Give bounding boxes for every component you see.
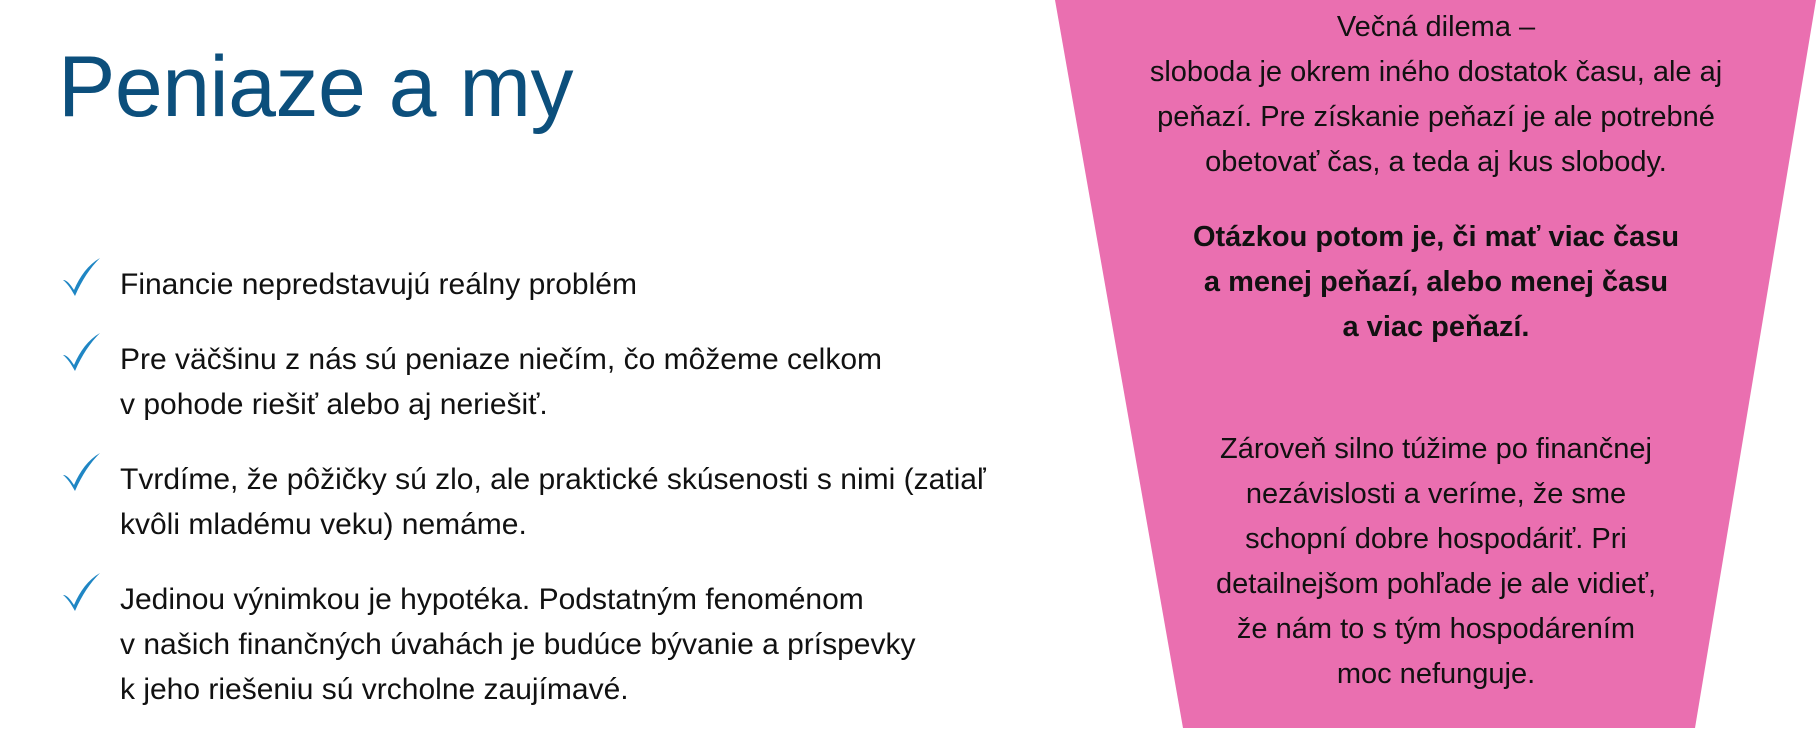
conclusion-text: Zároveň silno túžime po finančnej nezávislosti a veríme, že sme schopní dobre hospodáriť. Pri detailnejšom pohľade je ale vidieť, že nám to s tým hospodárením moc nefunguje.: [1215, 433, 1657, 690]
check-icon: [60, 256, 102, 298]
list-item: [60, 457, 1100, 547]
bullet-text: Tvrdíme, že pôžičky sú zlo, ale praktické skúsenosti s nimi (zatiaľ kvôli mladému veku) nemáme.: [120, 463, 986, 541]
dilemma-text: Večná dilema – sloboda je okrem iného dostatok času, ale aj peňazí. Pre získanie peňazí je ale potrebné obetovať čas, a teda aj kus slobody.: [1149, 11, 1723, 178]
check-icon: [60, 331, 102, 373]
list-item: [60, 337, 1100, 427]
list-item: [60, 262, 1100, 307]
bullet-text: Financie nepredstavujú reálny problém: [120, 268, 637, 301]
check-icon: [60, 451, 102, 493]
bullet-text: Jedinou výnimkou je hypotéka. Podstatným fenoménom v našich finančných úvahách je budúce bývanie a príspevky k jeho riešeniu sú vrcholne zaujímavé.: [120, 583, 916, 706]
bullet-text: Pre väčšinu z nás sú peniaze niečím, čo môžeme celkom v pohode riešiť alebo aj neriešiť.: [120, 343, 882, 421]
list-item: [60, 577, 1100, 712]
funnel-panel: [1055, 0, 1816, 728]
page-title: Peniaze a my: [58, 39, 574, 135]
question-text: Otázkou potom je, či mať viac času a menej peňazí, alebo menej času a viac peňazí.: [1192, 221, 1680, 343]
bullet-list: [60, 262, 1100, 742]
check-icon: [60, 571, 102, 613]
